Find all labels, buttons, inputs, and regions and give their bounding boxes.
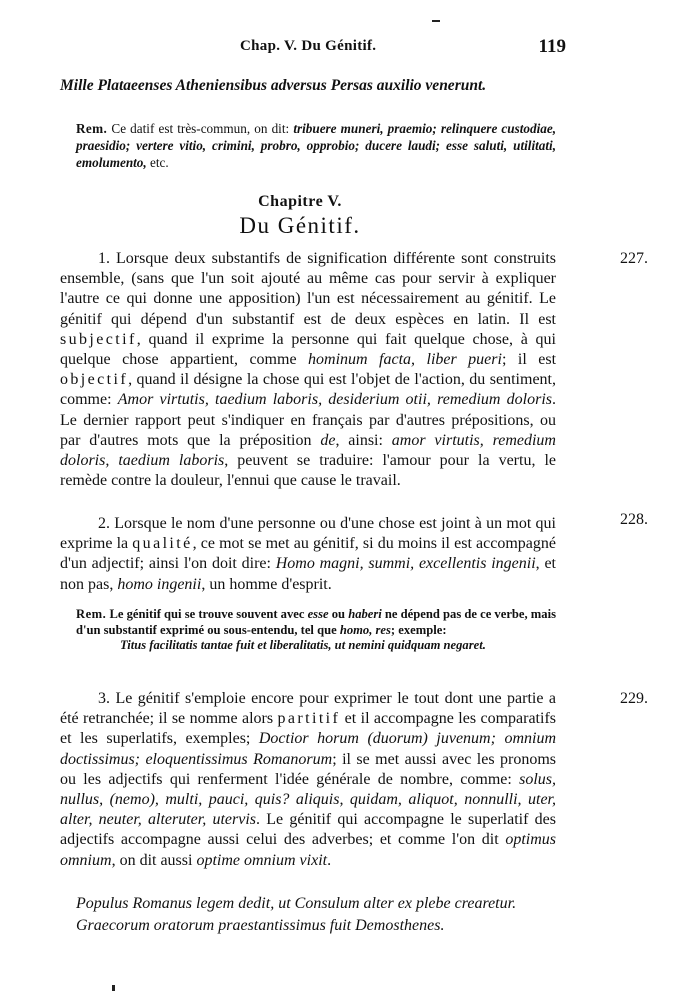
text-run: , peuvent se traduire: l'amour pour la vertu, le remède contre la douleur, l'ennui que cause le travail. bbox=[60, 452, 557, 490]
page-number: 119 bbox=[538, 36, 566, 57]
latin-term: optimus omnium bbox=[60, 831, 556, 869]
closing-examples bbox=[60, 894, 556, 938]
remark-label: Rem. bbox=[76, 607, 107, 621]
section-227 bbox=[60, 249, 648, 491]
text-run: , et non pas, bbox=[60, 555, 556, 593]
text-run: , quand il désigne la chose qui est l'objet de l'action, du sentiment, comme: bbox=[60, 371, 556, 409]
ink-speck bbox=[432, 20, 440, 22]
latin-term: de bbox=[320, 431, 336, 449]
emphasized-term: partitif bbox=[277, 710, 341, 728]
ink-speck bbox=[112, 985, 115, 991]
margin-number: 227. bbox=[620, 250, 648, 267]
section-228 bbox=[60, 511, 648, 595]
text-run: Lorsque le nom d'une personne ou d'une chose est joint à un mot qui exprime la bbox=[60, 515, 557, 553]
text-run: . bbox=[327, 851, 332, 869]
text-run: ; il est bbox=[501, 351, 557, 369]
latin-term: Homo magni, summi, excellentis ingenii bbox=[275, 555, 536, 573]
closing-example: Graecorum oratorum praestantissimus fuit Demosthenes. bbox=[76, 917, 445, 934]
text-run: Lorsque deux substantifs de signification différente sont construits ensemble, (sans que l'un soit ajouté au même cas pour servir à expliquer l'autre ce qui donne une apposition) l'un est nécessairement au génitif. Le génitif qui dépend d'un substantif est de deux espèces en latin. Il est bbox=[60, 250, 557, 328]
remark-datif: Rem. Ce datif est très-commun, on dit: tribuere muneri, praemio; relinquere custodiae, praesidio; vertere vitio, crimini, probro, opprobio; ducere laudi; esse saluti, utilitati, emolumento, etc. bbox=[76, 121, 557, 170]
latin-term: hominum facta, liber pueri bbox=[308, 351, 502, 369]
latin-term: homo ingenii bbox=[117, 575, 202, 593]
chapter-label: Chapitre V. bbox=[258, 193, 342, 210]
latin-term: Doctior horum (duorum) juvenum; omnium doctissimus; eloquentissimus Romanorum bbox=[60, 730, 556, 768]
margin-number: 228. bbox=[620, 511, 648, 528]
text-run: et il accompagne les comparatifs et les superlatifs, exemples; bbox=[60, 710, 557, 748]
text-run: , ainsi: bbox=[335, 431, 392, 449]
closing-example: Populus Romanus legem dedit, ut Consulum alter ex plebe crearetur. bbox=[76, 895, 517, 912]
margin-number: 229. bbox=[620, 690, 648, 707]
remark-quote: Titus facilitatis tantae fuit et liberalitatis, ut nemini quidquam negaret. bbox=[120, 638, 486, 652]
running-head: Chap. V. Du Génitif. bbox=[240, 38, 377, 54]
latin-term: solus, nullus, (nemo), multi, pauci, quis? aliquis, quidam, aliquot, nonnulli, uter, alter, neuter, alteruter, utervis bbox=[60, 770, 556, 829]
text-run: Le génitif s'emploie encore pour exprimer le tout dont une partie a été retranchée; il se nomme alors bbox=[60, 690, 557, 728]
emphasized-term: qualité bbox=[132, 535, 193, 553]
remark-examples: tribuere muneri, praemio; relinquere custodiae, praesidio; vertere vitio, crimini, probro, opprobio; ducere laudi; esse saluti, utilitati, emolumento, bbox=[76, 121, 557, 170]
section-number: 3. bbox=[98, 690, 116, 707]
text-run: , ce mot se met au génitif, si du moins il est accompagné d'un adjectif; ainsi l'on doit dire: bbox=[60, 535, 557, 573]
section-229 bbox=[60, 689, 648, 871]
section-number: 1. bbox=[98, 250, 117, 267]
text-run: , quand il exprime la personne qui fait quelque chose, à qui quelque chose appartient, comme bbox=[60, 330, 556, 369]
remark-genitif: Rem. Le génitif qui se trouve souvent avec esse ou haberi ne dépend pas de ce verbe, mais d'un substantif exprimé ou sous-entendu, tel que homo, res; exemple: Titus facilitatis tantae fuit et liberalitatis, ut nemini quidquam negaret. bbox=[76, 607, 556, 652]
remark-label: Rem. bbox=[76, 121, 108, 136]
chapter-title: Du Génitif. bbox=[239, 213, 361, 238]
latin-term: Amor virtutis, taedium laboris, desiderium otii, remedium doloris bbox=[117, 391, 552, 409]
latin-term: amor virtutis, remedium doloris, taedium laboris bbox=[60, 431, 556, 470]
text-run: . Le dernier rapport peut s'indiquer en français par d'autres prépositions, ou par d'autres mots que la préposition bbox=[60, 391, 556, 449]
latin-term: optime omnium vixit bbox=[196, 851, 328, 869]
text-run: , un homme d'esprit. bbox=[201, 575, 332, 593]
emphasized-term: subjectif bbox=[60, 330, 137, 348]
text-run: , on dit aussi bbox=[111, 851, 197, 869]
text-run: ; il se met aussi avec les pronoms ou les adjectifs qui renferment l'idée générale de nombre, comme: bbox=[60, 750, 556, 788]
page-header bbox=[60, 36, 580, 60]
emphasized-term: objectif bbox=[60, 371, 129, 389]
text-run: . Le génitif qui accompagne le superlatif des adjectifs accompagne aussi celui des adverbes; et comme l'on dit bbox=[60, 811, 556, 849]
intro-example: Mille Plataeenses Atheniensibus adversus Persas auxilio venerunt. bbox=[60, 77, 487, 94]
section-number: 2. bbox=[98, 515, 115, 532]
